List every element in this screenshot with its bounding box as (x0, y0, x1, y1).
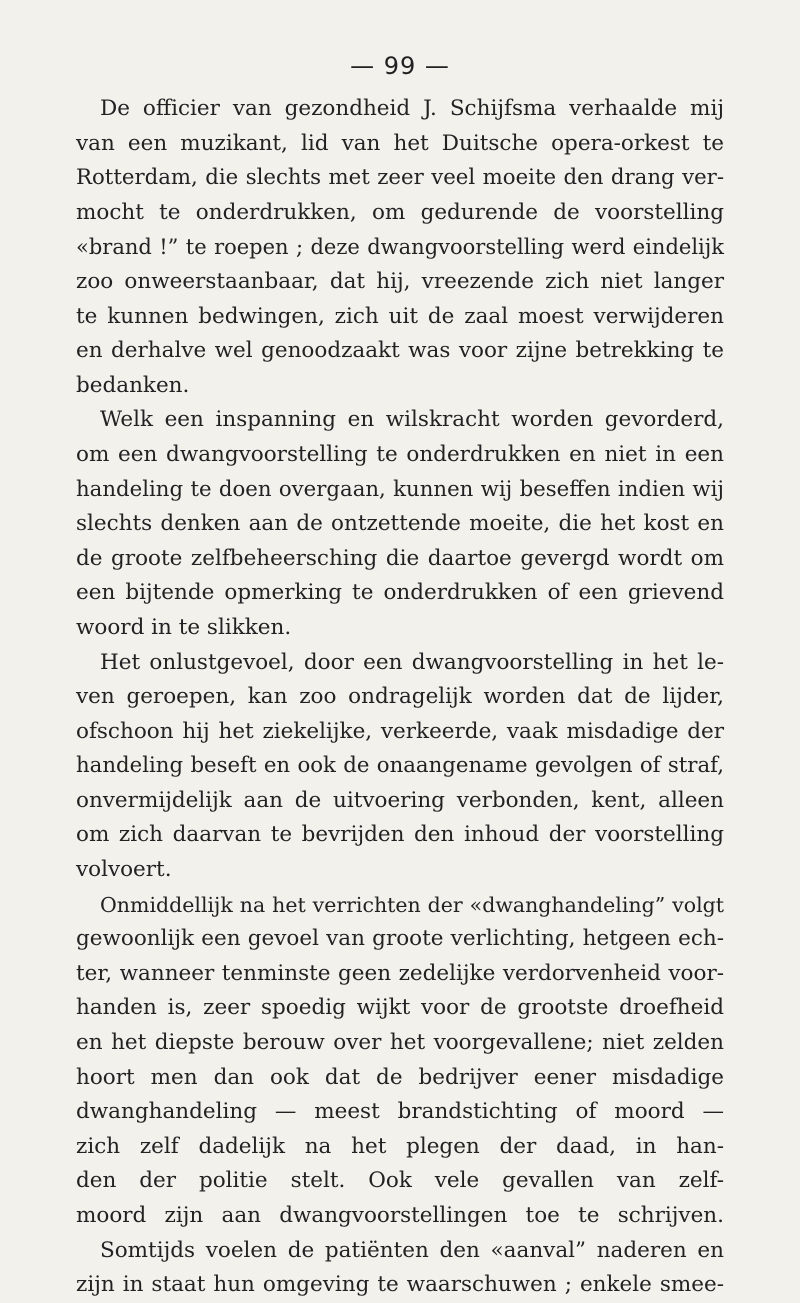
text-line: de groote zelfbeheersching die daartoe gevergd wordt om (76, 545, 724, 571)
text-line: gewoonlijk een gevoel van groote verlichting, hetgeen ech- (76, 926, 724, 952)
text-line: ter, wanneer tenminste geen zedelijke verdorvenheid voor- (76, 960, 724, 986)
text-line: Welk een inspanning en wilskracht worden gevorderd, (100, 407, 724, 433)
text-line: onvermijdelijk aan de uitvoering verbonden, kent, alleen (76, 787, 724, 813)
text-line: zoo onweerstaanbaar, dat hij, vreezende zich niet langer (76, 268, 724, 294)
page-number: — 99 — (350, 52, 450, 80)
text-line: handeling beseft en ook de onaangename gevolgen of straf, (76, 753, 724, 779)
text-line: hoort men dan ook dat de bedrijver eener misdadige (76, 1064, 724, 1090)
text-line: mocht te onderdrukken, om gedurende de voorstelling (76, 199, 724, 225)
text-line: handeling te doen overgaan, kunnen wij beseffen indien wij (76, 476, 724, 502)
text-line: van een muzikant, lid van het Duitsche opera-orkest te (76, 130, 724, 156)
text-line: en het diepste berouw over het voorgevallene; niet zelden (76, 1030, 724, 1056)
text-line: dwanghandeling — meest brandstichting of moord — (76, 1099, 724, 1125)
text-line: zijn in staat hun omgeving te waarschuwen ; enkele smee- (76, 1272, 724, 1298)
text-line: «brand !” te roepen ; deze dwangvoorstelling werd eindelijk (76, 235, 724, 260)
text-line: te kunnen bedwingen, zich uit de zaal moest verwijderen (76, 303, 724, 329)
text-line: ven geroepen, kan zoo ondragelijk worden dat de lijder, (76, 684, 724, 710)
text-line: Onmiddellijk na het verrichten der «dwanghandeling” volgt (100, 892, 724, 917)
text-line: woord in te slikken. (76, 614, 292, 640)
text-line: om zich daarvan te bevrijden den inhoud der voorstelling (76, 822, 724, 848)
text-line: moord zijn aan dwangvoorstellingen toe te schrijven. (76, 1203, 724, 1228)
text-line: volvoert. (76, 857, 172, 883)
text-line: den der politie stelt. Ook vele gevallen van zelf- (76, 1168, 724, 1194)
text-line: om een dwangvoorstelling te onderdrukken en niet in een (76, 441, 724, 467)
text-line: ofschoon hij het ziekelijke, verkeerde, vaak misdadige der (76, 718, 724, 744)
text-line: zich zelf dadelijk na het plegen der daad, in han- (76, 1133, 724, 1159)
text-line: Somtijds voelen de patiënten den «aanval” naderen en (100, 1237, 724, 1263)
text-line: Het onlustgevoel, door een dwangvoorstelling in het le- (100, 649, 724, 675)
text-line: bedanken. (76, 372, 190, 398)
body-text (76, 92, 724, 1303)
text-line: en derhalve wel genoodzaakt was voor zijne betrekking te (76, 338, 724, 364)
text-line: een bijtende opmerking te onderdrukken of een grievend (76, 580, 724, 606)
text-line: De officier van gezondheid J. Schijfsma verhaalde mij (100, 96, 724, 121)
text-line: Rotterdam, die slechts met zeer veel moeite den drang ver- (76, 165, 724, 191)
text-line: handen is, zeer spoedig wijkt voor de grootste droefheid (76, 995, 724, 1021)
text-line: slechts denken aan de ontzettende moeite, die het kost en (76, 511, 724, 537)
